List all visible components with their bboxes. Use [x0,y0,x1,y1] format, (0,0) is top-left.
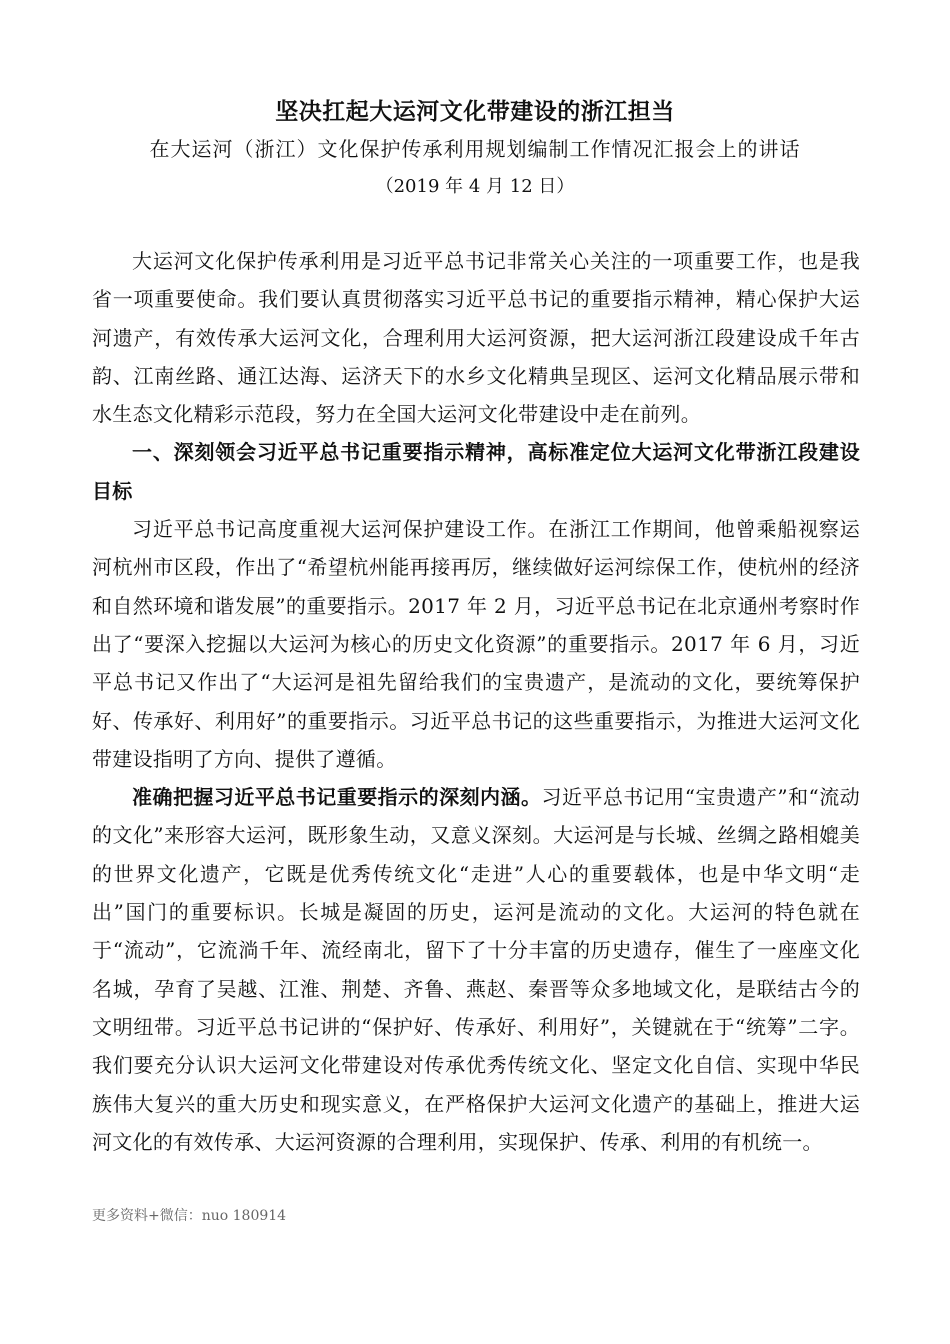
footer-contact-note: 更多资料+微信：nuo 180914 [92,1208,287,1224]
document-body [92,242,860,1161]
paragraph-connotation-text: 习近平总书记用“宝贵遗产”和“流动的文化”来形容大运河，既形象生动，又意义深刻。大运河是与长城、丝绸之路相媲美的世界文化遗产，它既是优秀传统文化“走进”人心的重要载体，也是中华文明“走出”国门的重要标识。长城是凝固的历史，运河是流动的文化。大运河的特色就在于“流动”，它流淌千年、流经南北，留下了十分丰富的历史遗存，催生了一座座文化名城，孕育了吴越、江淮、荆楚、齐鲁、燕赵、秦晋等众多地域文化，是联结古今的文明纽带。习近平总书记讲的“保护好、传承好、利用好”，关键就在于“统筹”二字。我们要充分认识大运河文化带建设对传承优秀传统文化、坚定文化自信、实现中华民族伟大复兴的重大历史和现实意义，在严格保护大运河文化遗产的基础上，推进大运河文化的有效传承、大运河资源的合理利用，实现保护、传承、利用的有机统一。 [92,785,861,1154]
speech-date: （2019 年 4 月 12 日） [375,176,575,197]
paragraph-instructions: 习近平总书记高度重视大运河保护建设工作。在浙江工作期间，他曾乘船视察运河杭州市区段，作出了“希望杭州能再接再厉，继续做好运河综保工作，使杭州的经济和自然环境和谐发展”的重要指示。2017 年 2 月，习近平总书记在北京通州考察时作出了“要深入挖掘以大运河为核心的历史文化资源”的重要指示。2017 年 6 月，习近平总书记又作出了“大运河是祖先留给我们的宝贵遗产，是流动的文化，要统筹保护好、传承好、利用好”的重要指示。习近平总书记的这些重要指示，为推进大运河文化带建设指明了方向、提供了遵循。 [92,517,860,771]
paragraph-intro: 大运河文化保护传承利用是习近平总书记非常关心关注的一项重要工作，也是我省一项重要使命。我们要认真贯彻落实习近平总书记的重要指示精神，精心保护大运河遗产，有效传承大运河文化，合理利用大运河资源，把大运河浙江段建设成千年古韵、江南丝路、通江达海、运济天下的水乡文化精典呈现区、运河文化精品展示带和水生态文化精彩示范段，努力在全国大运河文化带建设中走在前列。 [92,249,860,427]
document-title: 坚决扛起大运河文化带建设的浙江担当 [275,98,675,125]
paragraph-connotation [92,778,860,1161]
section-heading-1: 一、深刻领会习近平总书记重要指示精神，高标准定位大运河文化带浙江段建设目标 [92,440,860,503]
paragraph-lead-sentence: 准确把握习近平总书记重要指示的深刻内涵。 [132,785,542,810]
document-subtitle: 在大运河（浙江）文化保护传承利用规划编制工作情况汇报会上的讲话 [149,137,801,161]
